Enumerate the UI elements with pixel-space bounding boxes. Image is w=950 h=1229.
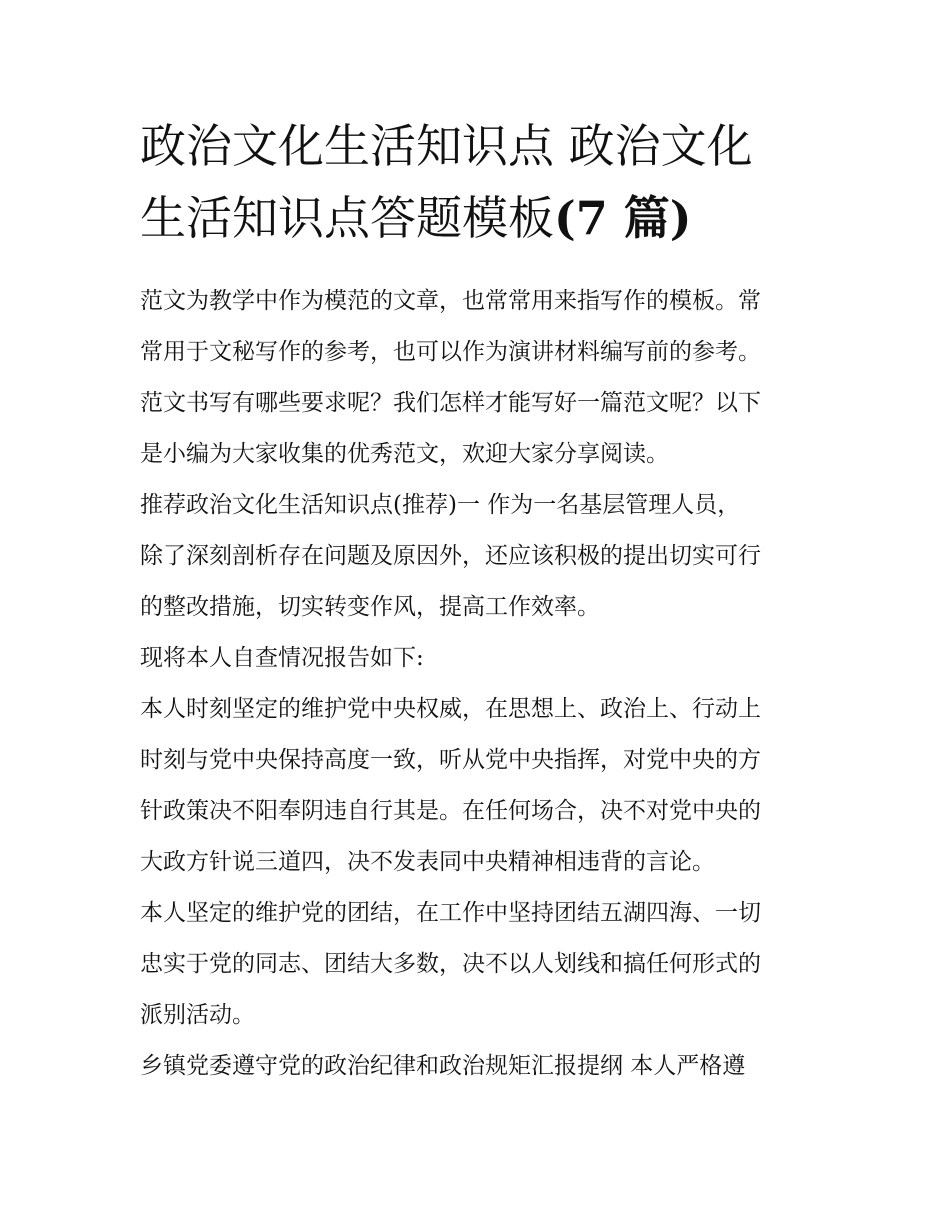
- text-line: 范文为教学中作为模范的文章，也常常用来指写作的模板。常: [140, 288, 761, 314]
- paragraph-recommend: [140, 480, 830, 633]
- title-line-2-text: 生活知识点答题模板: [140, 191, 554, 245]
- document-title: [140, 110, 830, 254]
- text-line: 针政策决不阳奉阴违自行其是。在任何场合，决不对党中央的: [140, 798, 761, 824]
- text-line: 推荐政治文化生活知识点(推荐)一 作为一名基层管理人员，: [140, 492, 741, 518]
- title-suffix: (7 篇): [554, 191, 692, 245]
- text-line: 常用于文秘写作的参考，也可以作为演讲材料编写前的参考。: [140, 339, 761, 365]
- text-line: 时刻与党中央保持高度一致，听从党中央指挥，对党中央的方: [140, 747, 761, 773]
- text-line: 是小编为大家收集的优秀范文，欢迎大家分享阅读。: [140, 441, 669, 467]
- paragraph-discipline: [140, 1041, 830, 1092]
- text-line: 忠实于党的同志、团结大多数，决不以人划线和搞任何形式的: [140, 951, 761, 977]
- text-line: 本人时刻坚定的维护党中央权威，在思想上、政治上、行动上: [140, 696, 761, 722]
- text-line: 大政方针说三道四，决不发表同中央精神相违背的言论。: [140, 849, 715, 875]
- text-line: 的整改措施，切实转变作风，提高工作效率。: [140, 594, 600, 620]
- text-line: 范文书写有哪些要求呢？我们怎样才能写好一篇范文呢？以下: [140, 390, 761, 416]
- text-line: 除了深刻剖析存在问题及原因外，还应该积极的提出切实可行: [140, 543, 761, 569]
- text-line: 本人坚定的维护党的团结，在工作中坚持团结五湖四海、一切: [140, 900, 761, 926]
- title-line-2: [140, 182, 830, 254]
- paragraph-unity: [140, 888, 830, 1041]
- paragraph-report-intro: [140, 633, 830, 684]
- text-line: 乡镇党委遵守党的政治纪律和政治规矩汇报提纲 本人严格遵: [140, 1053, 746, 1079]
- title-line-1: 政治文化生活知识点 政治文化: [140, 119, 753, 173]
- paragraph-intro: [140, 276, 830, 480]
- paragraph-authority: [140, 684, 830, 888]
- document-body: [140, 276, 830, 1092]
- text-line: 派别活动。: [140, 1002, 255, 1028]
- text-line: 现将本人自查情况报告如下:: [140, 645, 424, 671]
